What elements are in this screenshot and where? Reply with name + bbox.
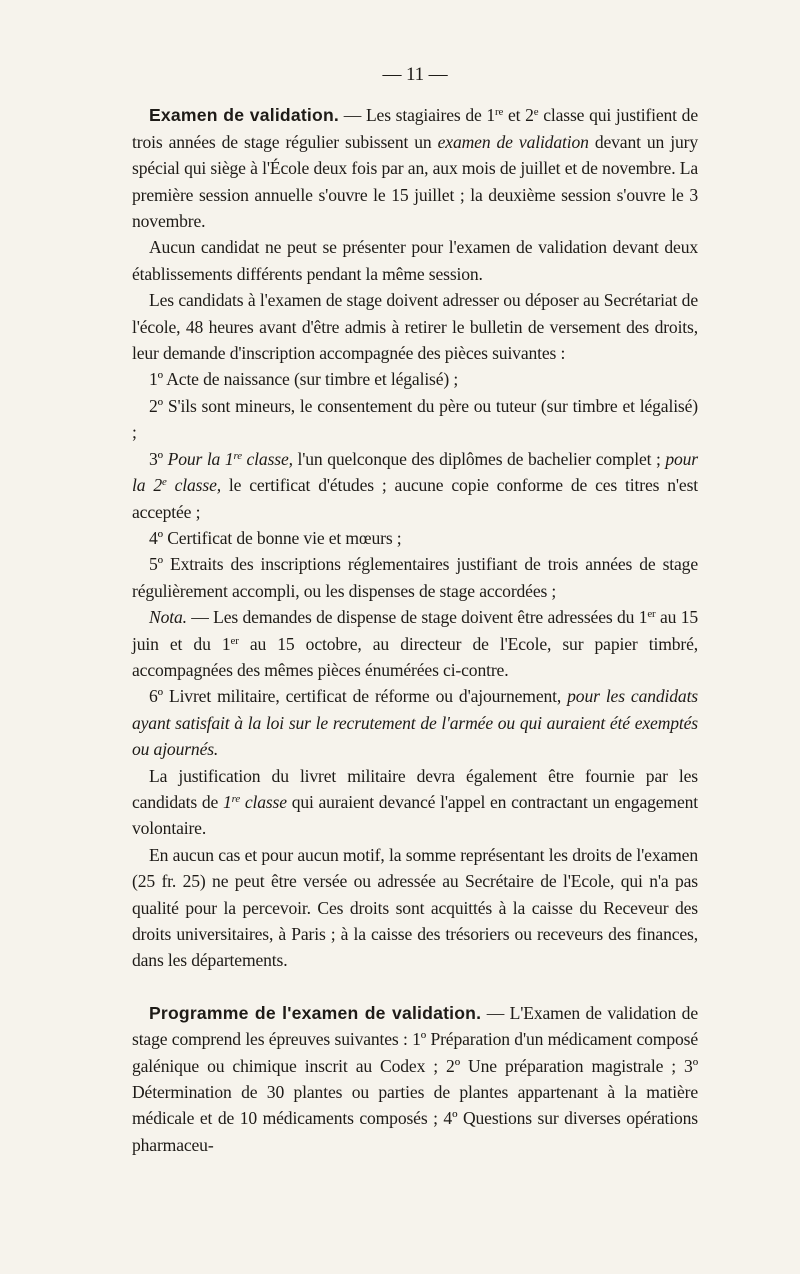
text-run: 2º S'ils sont mineurs, le consentement du père ou tuteur (sur timbre et légalisé) ; (132, 395, 698, 443)
superscript: er (230, 634, 239, 647)
paragraph (132, 683, 698, 762)
paragraph (132, 102, 698, 234)
italic-run: Nota. (149, 607, 187, 628)
text-run: qui auraient devancé l'appel en contractant un engagement volontaire. (132, 791, 698, 839)
text-run: — Les demandes de dispense de stage doivent être adressées du 1 (186, 607, 648, 628)
italic-run: Pour la 1 (167, 448, 234, 469)
text-run: La justification du livret militaire devra également être fournie par les candidats de (132, 765, 698, 812)
text-run: classe qui justifient de trois années de stage régulier subissent un (132, 105, 698, 152)
text-run: — L'Examen de validation de stage comprend les épreuves suivantes : 1º Préparation d'un médicament composé galénique ou chimique inscrit au Codex ; 2º Une préparation magistrale ; 3º Détermination de 30 plantes ou parties de plantes appartenant à la matière médicale et de 10 médicaments composés ; 4º Questions sur diverses opérations pharmaceu- (132, 1002, 698, 1155)
text-run: 3º (149, 448, 168, 469)
text-run: 1º Acte de naissance (sur timbre et légalisé) ; (149, 369, 459, 390)
paragraph (132, 525, 698, 551)
text-run: le certificat d'études ; aucune copie conforme de ces titres n'est acceptée ; (132, 475, 699, 522)
superscript: e (533, 106, 539, 119)
paragraph (132, 234, 698, 287)
text-run: Les candidats à l'examen de stage doivent adresser ou déposer au Secrétariat de l'école, 48 heures avant d'être admis à retirer le bulletin de versement des droits, leur demande d'inscription accompagnée des pièces suivantes : (132, 290, 698, 364)
page-content (132, 102, 698, 1158)
italic-run: pour la 2 (132, 448, 698, 496)
superscript: e (161, 476, 167, 489)
italic-run: classe, (241, 448, 293, 469)
section-heading: Programme de l'examen de validation. (149, 1002, 482, 1023)
paragraph (132, 446, 698, 525)
superscript: re (231, 792, 241, 805)
italic-run: pour les candidats ayant satisfait à la loi sur le recrutement de l'armée ou qui auraient été exemptés ou ajournés. (132, 686, 698, 760)
text-run: l'un quelconque des diplômes de bachelier complet ; (292, 448, 666, 469)
italic-run: classe (240, 791, 287, 812)
paragraph (132, 842, 698, 974)
section-heading: Examen de validation. (149, 105, 339, 126)
paragraph (132, 763, 698, 842)
text-run: En aucun cas et pour aucun motif, la somme représentant les droits de l'examen (25 fr. 25) ne peut être versée ou adressée au Secrétaire de l'Ecole, qui n'a pas qualité pour la percevoir. Ces droits sont acquittés à la caisse du Receveur des droits universitaires, à Paris ; à la caisse des trésoriers ou receveurs des finances, dans les départements. (132, 844, 698, 971)
text-run: Aucun candidat ne peut se présenter pour l'examen de validation devant deux établissements différents pendant la même session. (132, 237, 698, 284)
body-text (132, 62, 698, 1158)
italic-run: classe, (166, 475, 221, 496)
text-run: 6º Livret militaire, certificat de réforme ou d'ajournement, (149, 686, 568, 707)
italic-run: examen de validation (437, 131, 589, 152)
paragraph (132, 1000, 698, 1158)
paragraph (132, 287, 698, 366)
paragraph (132, 604, 698, 683)
text-run: et 2 (503, 105, 534, 126)
text-run: au 15 juin et du 1 (132, 607, 698, 654)
section-gap (132, 974, 698, 1000)
text-run: devant un jury spécial qui siège à l'École deux fois par an, aux mois de juillet et de novembre. La première session annuelle s'ouvre le 15 juillet ; la deuxième session s'ouvre le 3 novembre. (132, 131, 698, 232)
text-run: 4º Certificat de bonne vie et mœurs ; (149, 527, 402, 548)
italic-run: 1 (222, 791, 232, 812)
paragraph (132, 551, 698, 604)
text-run: au 15 octobre, au directeur de l'Ecole, sur papier timbré, accompagnées des mêmes pièces énumérées ci-contre. (132, 633, 698, 680)
text-run: 5º Extraits des inscriptions réglementaires justifiant de trois années de stage régulièrement accompli, ou les dispenses de stage accordées ; (132, 554, 698, 601)
text-run: — Les stagiaires de 1 (339, 105, 496, 126)
page-number: — 11 — (382, 64, 448, 85)
paragraph (132, 393, 698, 446)
superscript: re (495, 106, 504, 119)
superscript: er (647, 608, 656, 621)
superscript: re (233, 449, 242, 462)
paragraph (132, 366, 698, 392)
